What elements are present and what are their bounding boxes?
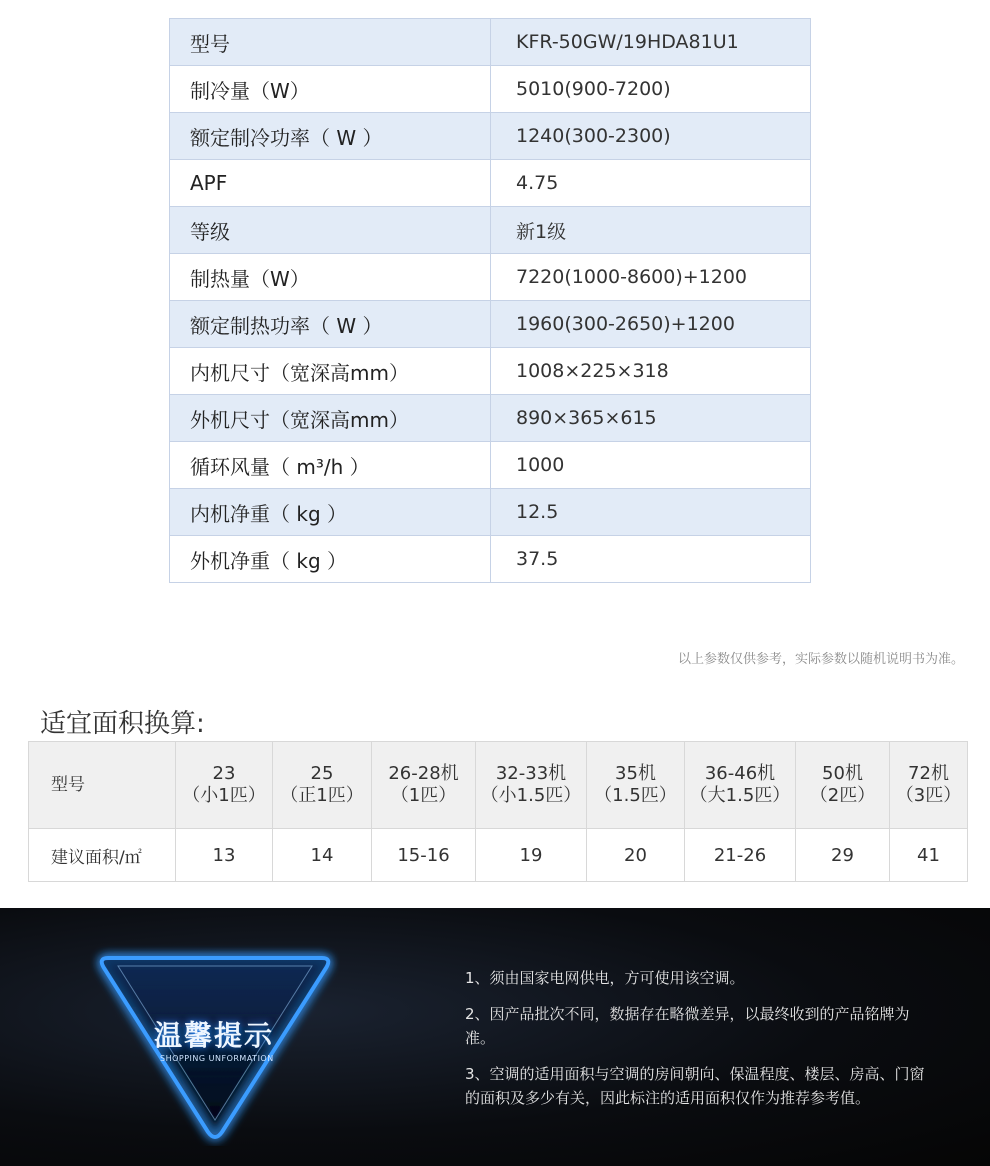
model-size: 50机 (822, 763, 863, 784)
spec-row-outdoor-size (170, 395, 811, 442)
spec-row-outdoor-weight (170, 536, 811, 583)
area-data-row (29, 829, 968, 882)
spec-label: 外机净重（ kg ） (170, 536, 491, 583)
spec-table (169, 18, 811, 583)
spec-row-indoor-size (170, 348, 811, 395)
model-size: 72机 (908, 763, 949, 784)
spec-label: 型号 (170, 19, 491, 66)
spec-label: 外机尺寸（宽深高mm） (170, 395, 491, 442)
model-size: 35机 (615, 763, 656, 784)
spec-label: 循环风量（ m³/h ） (170, 442, 491, 489)
spec-value: KFR-50GW/19HDA81U1 (491, 19, 811, 66)
spec-label: 额定制冷功率（ W ） (170, 113, 491, 160)
area-header-cell (587, 742, 685, 829)
area-header-cell (685, 742, 796, 829)
area-value: 15-16 (372, 829, 476, 882)
tips-subtitle: SHOPPING UNFORMATION (160, 1054, 274, 1063)
horsepower: （1匹） (390, 785, 457, 806)
spec-value: 1240(300-2300) (491, 113, 811, 160)
horsepower: （2匹） (809, 785, 876, 806)
spec-label: 内机净重（ kg ） (170, 489, 491, 536)
spec-value: 7220(1000-8600)+1200 (491, 254, 811, 301)
horsepower: （小1.5匹） (480, 785, 582, 806)
model-size: 23 (212, 763, 236, 784)
spec-label: 额定制热功率（ W ） (170, 301, 491, 348)
area-value: 41 (890, 829, 968, 882)
spec-row-model (170, 19, 811, 66)
spec-value: 1000 (491, 442, 811, 489)
disclaimer-note: 以上参数仅供参考，实际参数以随机说明书为准。 (677, 652, 964, 667)
horsepower: （小1匹） (182, 785, 266, 806)
model-size: 25 (310, 763, 334, 784)
tip-item: 2、因产品批次不同，数据存在略微差异，以最终收到的产品铭牌为准。 (465, 1005, 910, 1047)
spec-value: 1008×225×318 (491, 348, 811, 395)
area-header-cell (796, 742, 890, 829)
spec-value: 890×365×615 (491, 395, 811, 442)
spec-value: 4.75 (491, 160, 811, 207)
spec-label: 内机尺寸（宽深高mm） (170, 348, 491, 395)
area-value: 19 (476, 829, 587, 882)
spec-row-cooling-power (170, 113, 811, 160)
tips-triangle-badge (90, 936, 340, 1146)
area-header-cell (372, 742, 476, 829)
area-header-label: 型号 (29, 742, 176, 829)
area-header-cell (176, 742, 273, 829)
area-header-cell (890, 742, 968, 829)
area-section-title: 适宜面积换算: (40, 709, 205, 739)
spec-value: 5010(900-7200) (491, 66, 811, 113)
spec-label: 制冷量（W） (170, 66, 491, 113)
tip-item: 3、空调的适用面积与空调的房间朝向、保温程度、楼层、房高、门窗的面积及多少有关，因此标注的适用面积仅作为推荐参考值。 (465, 1065, 925, 1107)
spec-value: 12.5 (491, 489, 811, 536)
horsepower: （大1.5匹） (689, 785, 791, 806)
model-size: 32-33机 (495, 763, 567, 784)
spec-row-indoor-weight (170, 489, 811, 536)
spec-value: 新1级 (491, 207, 811, 254)
spec-row-grade (170, 207, 811, 254)
area-value: 21-26 (685, 829, 796, 882)
tips-list (465, 966, 925, 1122)
spec-row-heating-capacity (170, 254, 811, 301)
spec-label: 等级 (170, 207, 491, 254)
horsepower: （1.5匹） (594, 785, 677, 806)
tips-banner (0, 908, 990, 1166)
area-value: 20 (587, 829, 685, 882)
tip-item: 1、须由国家电网供电，方可使用该空调。 (465, 969, 745, 987)
area-header-cell (476, 742, 587, 829)
spec-row-cooling-capacity (170, 66, 811, 113)
model-size: 26-28机 (388, 763, 459, 784)
spec-row-heating-power (170, 301, 811, 348)
spec-label: APF (170, 160, 491, 207)
spec-label: 制热量（W） (170, 254, 491, 301)
horsepower: （正1匹） (280, 785, 364, 806)
spec-row-apf (170, 160, 811, 207)
area-table (28, 741, 968, 882)
model-size: 36-46机 (704, 763, 776, 784)
spec-value: 1960(300-2650)+1200 (491, 301, 811, 348)
spec-value: 37.5 (491, 536, 811, 583)
tips-title: 温馨提示 (154, 1019, 275, 1052)
area-value: 29 (796, 829, 890, 882)
spec-row-airflow (170, 442, 811, 489)
area-header-cell (273, 742, 372, 829)
area-row-label: 建议面积/㎡ (29, 829, 176, 882)
horsepower: （3匹） (895, 785, 962, 806)
area-value: 13 (176, 829, 273, 882)
area-header-row (29, 742, 968, 829)
area-value: 14 (273, 829, 372, 882)
